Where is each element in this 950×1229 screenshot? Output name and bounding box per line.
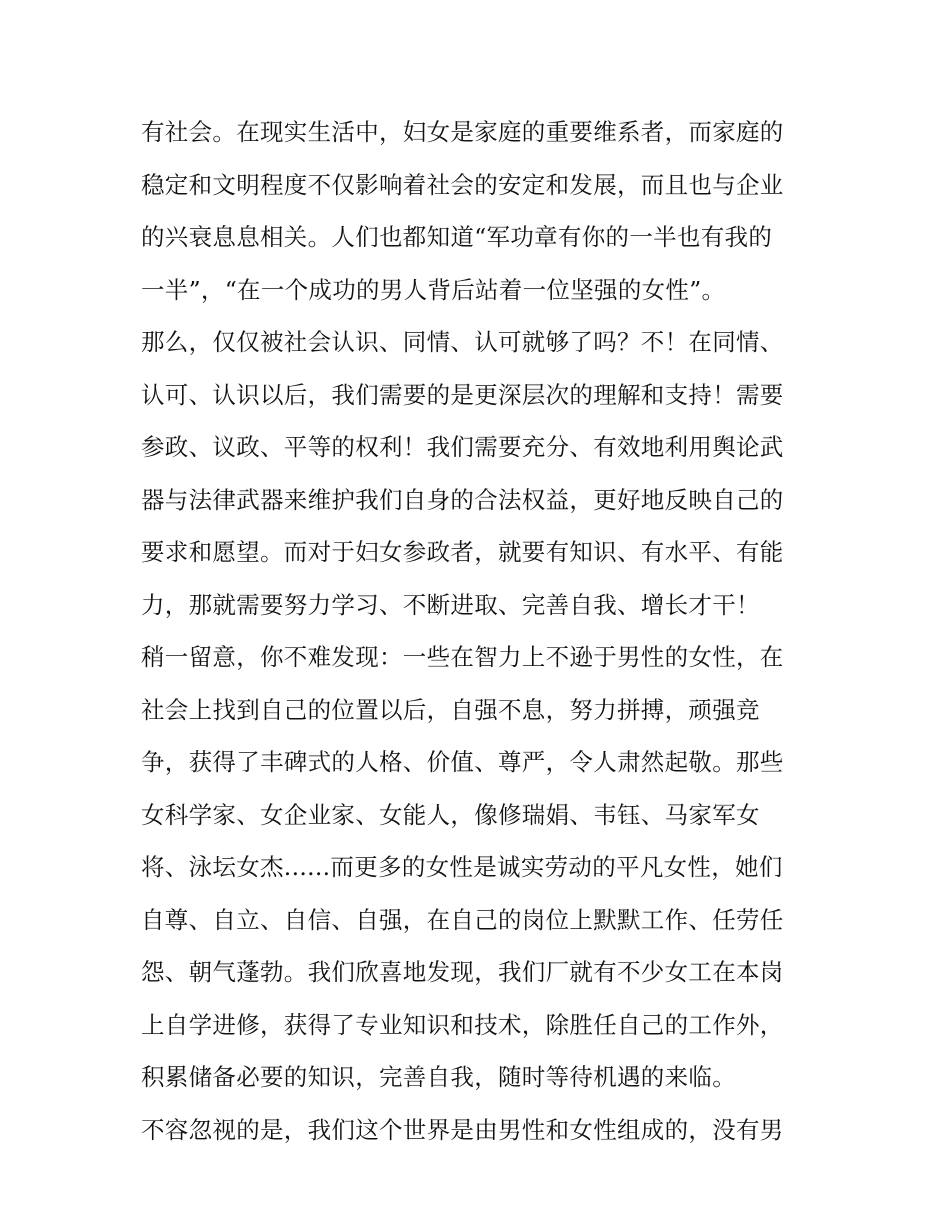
text-line: 参政、议政、平等的权利！我们需要充分、有效地利用舆论武: [141, 433, 784, 461]
text-line: 有社会。在现实生活中，妇女是家庭的重要维系者，而家庭的: [141, 118, 784, 146]
text-line: 社会上找到自己的位置以后，自强不息，努力拼搏，顽强竞: [141, 695, 760, 724]
text-line: 那么，仅仅被社会认识、同情、认可就够了吗？不！在同情、: [141, 328, 784, 356]
text-line: 力，那就需要努力学习、不断进取、完善自我、增长才干！: [141, 590, 760, 619]
text-line: 将、泳坛女杰......而更多的女性是诚实劳动的平凡女性，她们: [141, 853, 783, 881]
text-line: 稍一留意，你不难发现：一些在智力上不逊于男性的女性，在: [141, 643, 784, 671]
text-line: 器与法律武器来维护我们自身的合法权益，更好地反映自己的: [141, 485, 784, 514]
text-line: 不容忽视的是，我们这个世界是由男性和女性组成的，没有男: [141, 1115, 784, 1144]
text-line: 怨、朝气蓬勃。我们欣喜地发现，我们厂就有不少女工在本岗: [141, 958, 784, 986]
text-line: 女科学家、女企业家、女能人，像修瑞娟、韦钰、马家军女: [141, 800, 760, 829]
text-line: 的兴衰息息相关。人们也都知道“军功章有你的一半也有我的: [141, 223, 773, 251]
text-line: 认可、认识以后，我们需要的是更深层次的理解和支持！需要: [141, 380, 784, 409]
text-line: 争，获得了丰碑式的人格、价值、尊严，令人肃然起敬。那些: [141, 748, 784, 776]
text-line: 稳定和文明程度不仅影响着社会的安定和发展，而且也与企业: [141, 170, 784, 199]
text-line: 一半”，“在一个成功的男人背后站着一位坚强的女性”。: [141, 275, 726, 304]
text-line: 要求和愿望。而对于妇女参政者，就要有知识、有水平、有能: [141, 538, 784, 566]
body-text: [141, 106, 821, 1156]
text-line: 积累储备必要的知识，完善自我，随时等待机遇的来临。: [141, 1063, 736, 1091]
text-line: 上自学进修，获得了专业知识和技术，除胜任自己的工作外，: [141, 1010, 784, 1039]
text-line: 自尊、自立、自信、自强，在自己的岗位上默默工作、任劳任: [141, 905, 784, 934]
